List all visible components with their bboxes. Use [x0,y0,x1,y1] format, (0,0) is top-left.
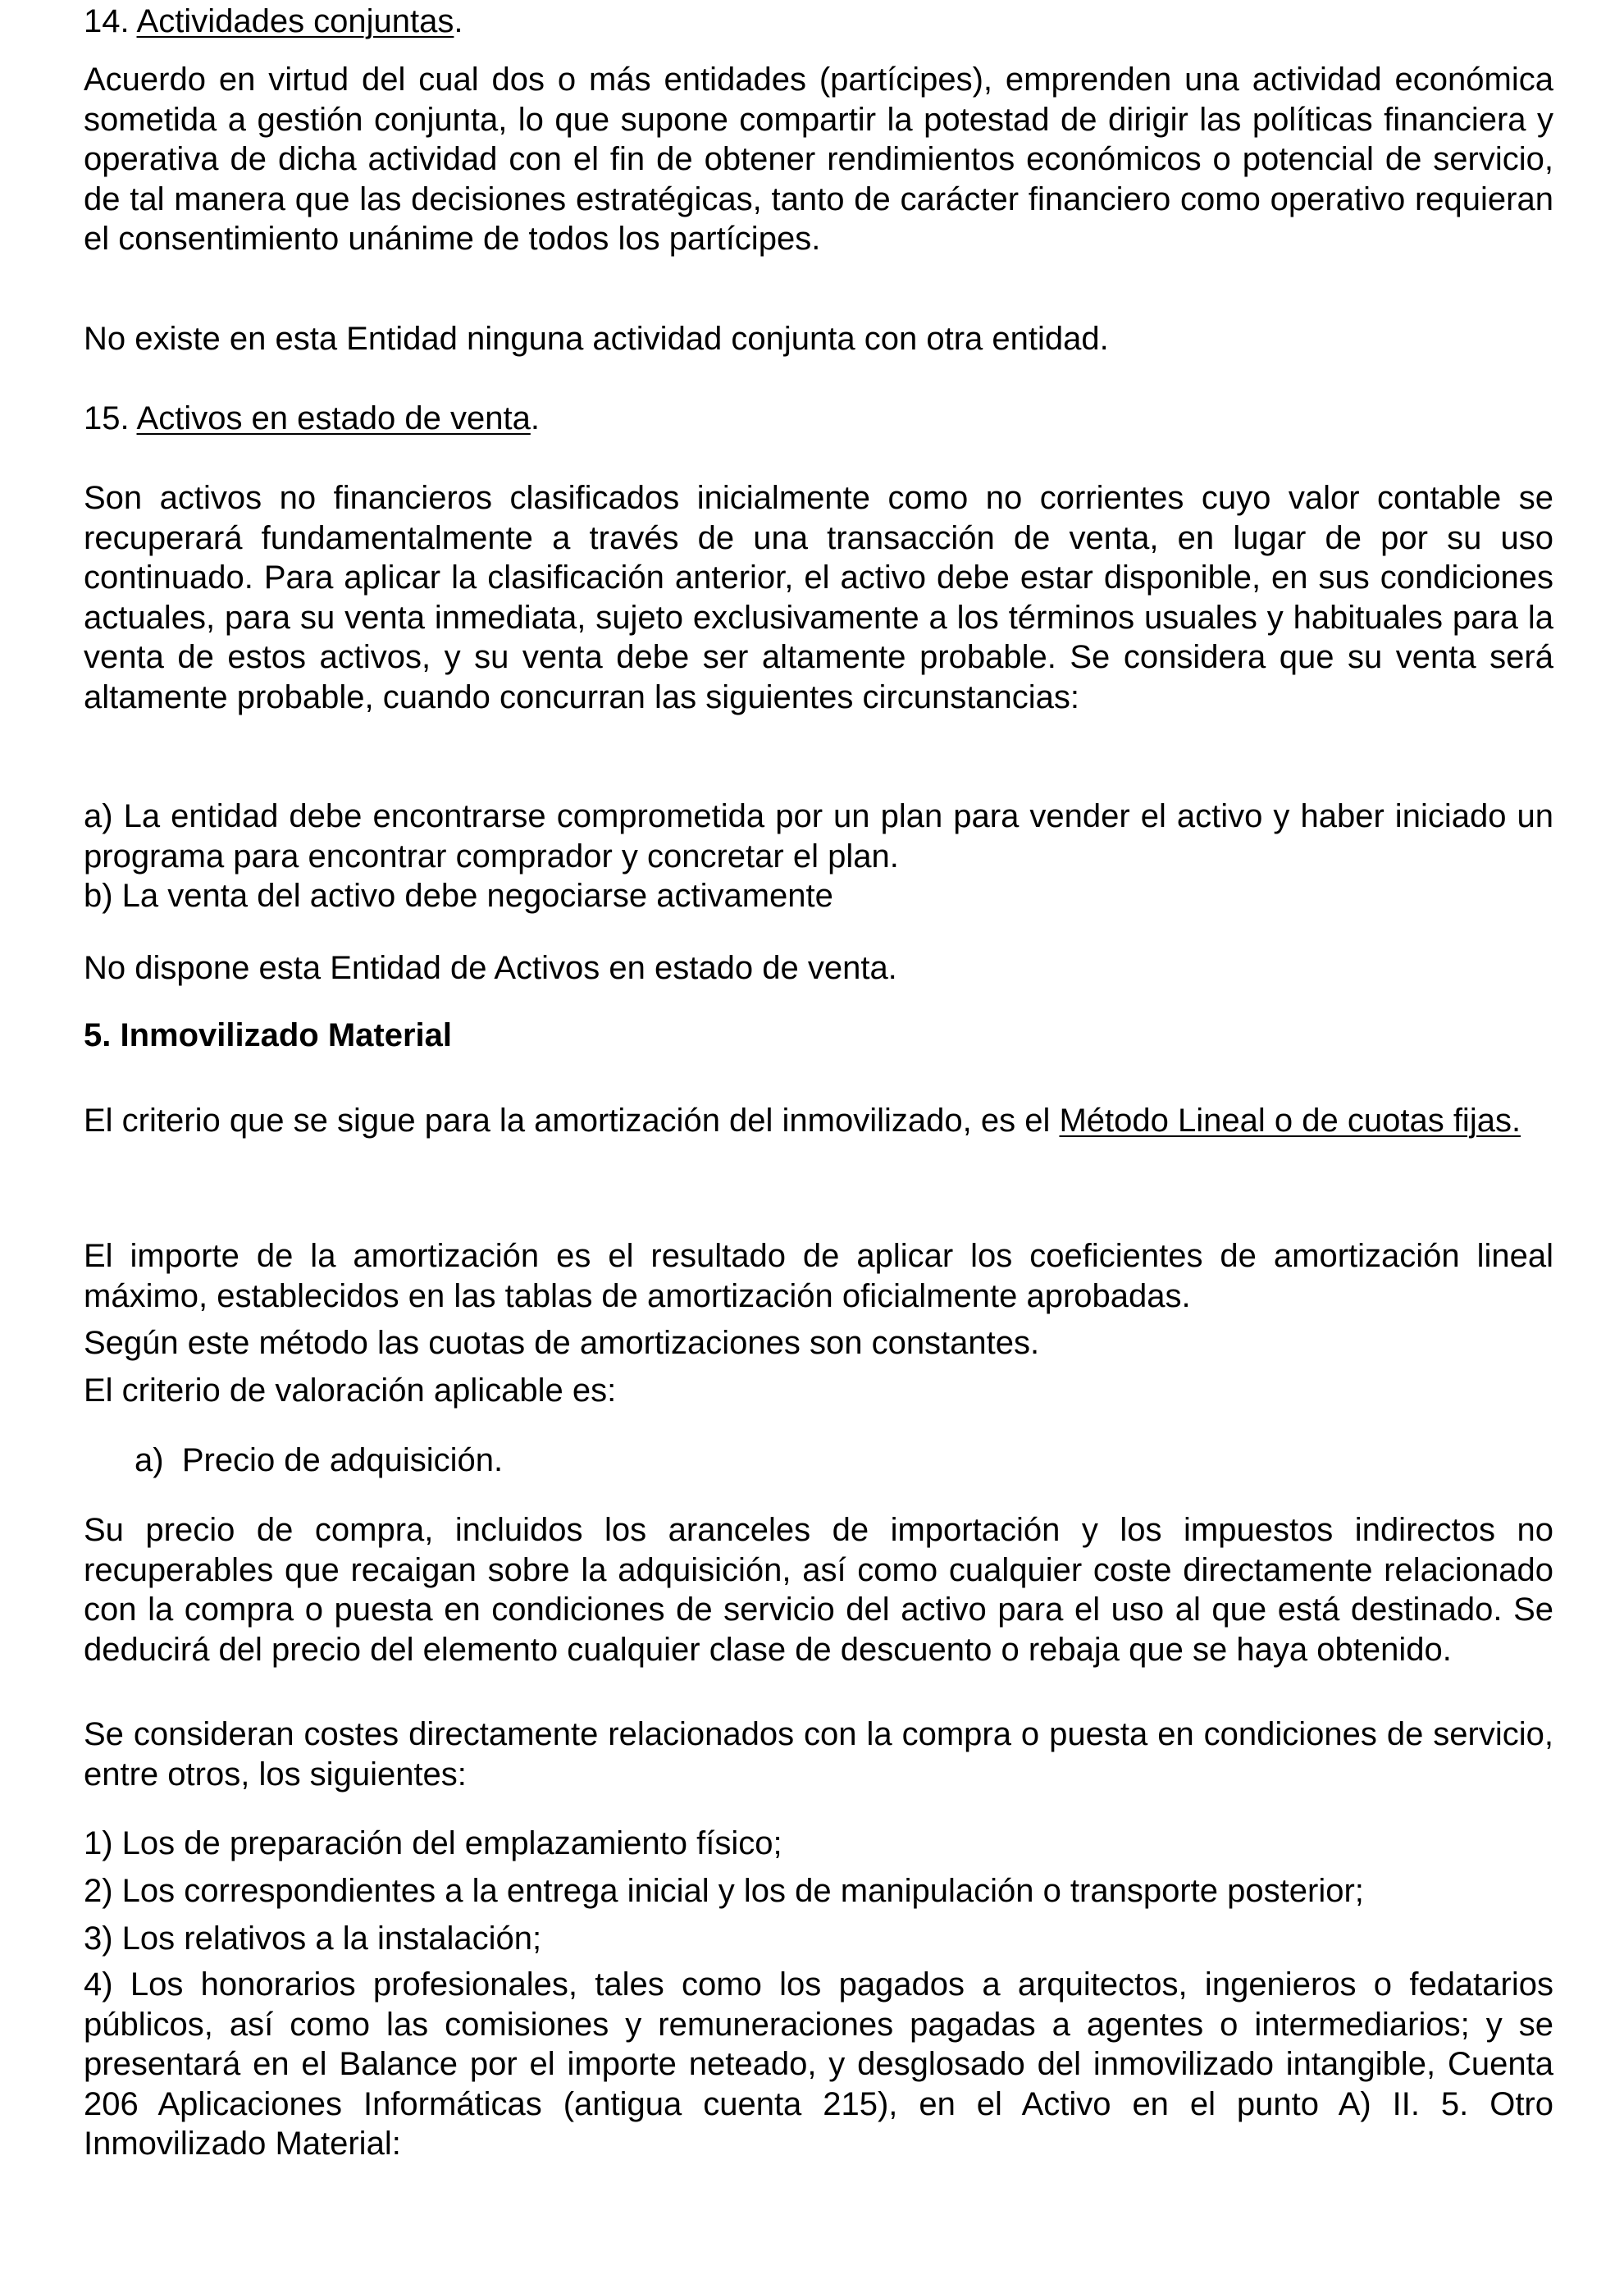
section-5-heading: 5. Inmovilizado Material [84,1017,453,1053]
section-15-definition: Son activos no financieros clasificados inicialmente como no corrientes cuyo valor contable se recuperará fundamentalmente a través de una transacción de venta, en lugar de por su uso continuado. Para aplicar la clasificación anterior, el activo debe estar disponible, en sus condiciones actuales, para su venta inmediata, sujeto exclusivamente a los términos usuales y habituales para la venta de estos activos, y su venta debe ser altamente probable. Se considera que su venta será altamente probable, cuando concurran las siguientes circunstancias: [84,480,1553,715]
section-15-item-b: b) La venta del activo debe negociarse activamente [84,878,833,914]
section-number: 15. [84,400,130,436]
section-5-constant: Según este método las cuotas de amortizaciones son constantes. [84,1325,1040,1361]
section-14-definition: Acuerdo en virtud del cual dos o más entidades (partícipes), emprenden una actividad económica sometida a gestión conjunta, lo que supone compartir la potestad de dirigir las políticas financiera y operativa de dicha actividad con el fin de obtener rendimientos económicos o potencial de servicio, de tal manera que las decisiones estratégicas, tanto de carácter financiero como operativo requieran el consentimiento unánime de todos los partícipes. [84,62,1553,258]
section-5-amount: El importe de la amortización es el resultado de aplicar los coeficientes de amortización lineal máximo, establecidos en las tablas de amortización oficialmente aprobadas. [84,1238,1553,1314]
section-title: Actividades conjuntas [136,3,454,39]
method-name: Método Lineal o de cuotas fijas. [1059,1103,1521,1139]
section-15-statement: No dispone esta Entidad de Activos en estado de venta. [84,950,897,986]
section-5-criterion: El criterio que se sigue para la amortización del inmovilizado, es el Método Lineal o de cuotas fijas. [84,1103,1521,1139]
section-5-costs-intro: Se consideran costes directamente relacionados con la compra o puesta en condiciones de servicio, entre otros, los siguientes: [84,1716,1553,1792]
cost-item-1: 1) Los de preparación del emplazamiento físico; [84,1825,782,1861]
section-5-purchase-price: Su precio de compra, incluidos los aranceles de importación y los impuestos indirectos no recuperables que recaigan sobre la adquisición, así como cualquier coste directamente relacionado con la compra o puesta en condiciones de servicio del activo para el uso al que está destinado. Se deducirá del precio del elemento cualquier clase de descuento o rebaja que se haya obtenido. [84,1512,1553,1668]
cost-item-2: 2) Los correspondientes a la entrega inicial y los de manipulación o transporte posterior; [84,1873,1364,1909]
cost-item-3: 3) Los relativos a la instalación; [84,1920,542,1957]
section-number: 14. [84,3,130,39]
valuation-item [84,1441,1604,1481]
cost-item-4: 4) Los honorarios profesionales, tales como los pagados a arquitectos, ingenieros o fedatarios públicos, así como las comisiones y remuneraciones pagadas a agentes o intermediarios; y se presentará en el Balance por el importe neteado, y desglosado del inmovilizado intangible, Cuenta 206 Aplicaciones Informáticas (antigua cuenta 215), en el Activo en el punto A) II. 5. Otro Inmovilizado Material: [84,1966,1553,2162]
valuation-item-label: a) [135,1442,164,1478]
section-5-valuation-intro: El criterio de valoración aplicable es: [84,1372,617,1409]
valuation-item-text: Precio de adquisición. [181,1442,504,1478]
section-14-statement: No existe en esta Entidad ninguna actividad conjunta con otra entidad. [84,321,1109,357]
section-15-item-a: a) La entidad debe encontrarse comprometida por un plan para vender el activo y haber iniciado un programa para encontrar comprador y concretar el plan. [84,798,1553,875]
section-15-heading: 15. Activos en estado de venta. [84,400,540,436]
section-title: Activos en estado de venta [136,400,531,436]
section-14-heading: 14. Actividades conjuntas. [84,3,463,39]
